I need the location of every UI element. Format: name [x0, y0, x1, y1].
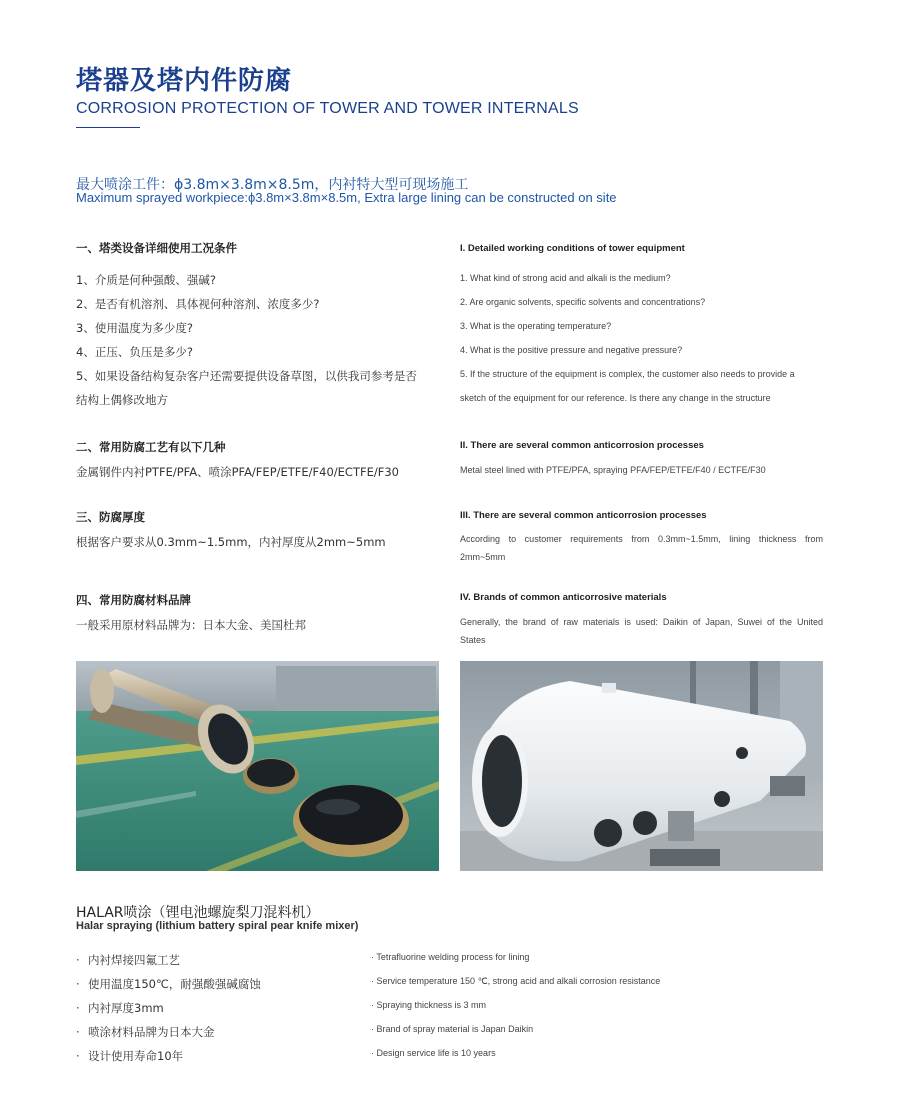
section1-item-cn: 2、是否有机溶剂、具体视何种溶剂、浓度多少? — [76, 297, 320, 311]
section1-item-cn: 3、使用温度为多少度? — [76, 321, 193, 335]
halar-heading-en: Halar spraying (lithium battery spiral pear knife mixer) — [76, 920, 359, 932]
bullet-dot: · — [76, 977, 80, 991]
halar-bullet-en — [371, 1000, 486, 1010]
bullet-dot: · — [76, 953, 80, 967]
section3-text-cn: 根据客户要求从0.3mm~1.5mm，内衬厚度从2mm~5mm — [76, 535, 386, 549]
section1-item-cn: 1、介质是何种强酸、强碱? — [76, 273, 216, 287]
bullet-dot: · — [371, 976, 374, 986]
halar-bullet-cn — [76, 1000, 164, 1016]
section3-heading-cn: 三、防腐厚度 — [76, 510, 145, 524]
section1-item-en: 2. Are organic solvents, specific solvents and concentrations? — [460, 297, 706, 307]
bullet-dot: · — [371, 1000, 374, 1010]
section4-heading-cn: 四、常用防腐材料品牌 — [76, 593, 191, 607]
halar-item-cn: 设计使用寿命10年 — [88, 1049, 184, 1063]
bullet-dot: · — [371, 952, 374, 962]
bullet-dot: · — [76, 1049, 80, 1063]
halar-item-cn: 内衬焊接四氟工艺 — [88, 953, 180, 967]
section1-item-cn: 5、如果设备结构复杂客户还需要提供设备草图，以供我司参考是否 — [76, 369, 417, 383]
lined-pipe-photo — [76, 661, 439, 871]
halar-bullet-en — [371, 1048, 496, 1058]
section1-item-cn: 4、正压、负压是多少? — [76, 345, 193, 359]
halar-bullet-en — [371, 1024, 533, 1034]
section1-item-en: 4. What is the positive pressure and negative pressure? — [460, 345, 683, 355]
section1-item-en: 5. If the structure of the equipment is complex, the customer also needs to provide a — [460, 369, 795, 379]
section1-heading-en: I. Detailed working conditions of tower equipment — [460, 243, 685, 254]
section4-text-en-line1: Generally, the brand of raw materials is used: Daikin of Japan, Suwei of the United — [460, 617, 823, 627]
bullet-dot: · — [76, 1025, 80, 1039]
section2-heading-en: II. There are several common anticorrosion processes — [460, 440, 704, 451]
title-divider — [76, 127, 140, 128]
max-workpiece-en: Maximum sprayed workpiece:ϕ3.8m×3.8m×8.5m, Extra large lining can be constructed on site — [76, 190, 617, 205]
bullet-dot: · — [371, 1048, 374, 1058]
section4-text-en-line2: States — [460, 635, 486, 645]
white-tower-photo — [460, 661, 823, 871]
bullet-dot: · — [371, 1024, 374, 1034]
section3-text-en-line2: 2mm~5mm — [460, 552, 506, 562]
halar-bullet-cn — [76, 1048, 183, 1064]
section3-heading-en: III. There are several common anticorrosion processes — [460, 510, 707, 521]
page-title: 塔器及塔内件防腐 — [76, 66, 293, 96]
halar-item-en: Spraying thickness is 3 mm — [376, 1000, 487, 1010]
halar-item-cn: 内衬厚度3mm — [88, 1001, 164, 1015]
section1-item-en: 1. What kind of strong acid and alkali is the medium? — [460, 273, 671, 283]
section1-item-en: sketch of the equipment for our reference. Is there any change in the structure — [460, 393, 771, 403]
halar-heading-cn: HALAR喷涂（锂电池螺旋梨刀混料机） — [76, 905, 320, 921]
section2-text-cn: 金属钢件内衬PTFE/PFA、喷涂PFA/FEP/ETFE/F40/ECTFE/F30 — [76, 465, 399, 479]
max-workpiece-cn: 最大喷涂工件：ϕ3.8m×3.8m×8.5m，内衬特大型可现场施工 — [76, 177, 469, 193]
halar-item-en: Design service life is 10 years — [376, 1048, 496, 1058]
halar-bullet-cn — [76, 976, 261, 992]
section3-text-en-line1: According to customer requirements from 0.3mm~1.5mm, lining thickness from — [460, 534, 823, 544]
halar-bullet-en — [371, 976, 660, 987]
halar-bullet-cn — [76, 1024, 215, 1040]
section4-text-cn: 一般采用原材料品牌为：日本大金、美国杜邦 — [76, 618, 306, 632]
section2-text-en: Metal steel lined with PTFE/PFA, spraying PFA/FEP/ETFE/F40 / ECTFE/F30 — [460, 465, 766, 475]
halar-item-en: Service temperature 150 ℃, strong acid and alkali corrosion resistance — [376, 976, 661, 986]
halar-bullet-cn — [76, 952, 180, 968]
section2-heading-cn: 二、常用防腐工艺有以下几种 — [76, 440, 226, 454]
halar-item-en: Tetrafluorine welding process for lining — [376, 952, 530, 962]
halar-item-en: Brand of spray material is Japan Daikin — [376, 1024, 534, 1034]
section4-heading-en: IV. Brands of common anticorrosive materials — [460, 592, 667, 603]
halar-item-cn: 使用温度150℃，耐强酸强碱腐蚀 — [88, 977, 261, 991]
page-subtitle: CORROSION PROTECTION OF TOWER AND TOWER INTERNALS — [76, 100, 579, 117]
section1-item-cn: 结构上偶修改地方 — [76, 393, 168, 407]
halar-item-cn: 喷涂材料品牌为日本大金 — [88, 1025, 215, 1039]
section1-heading-cn: 一、塔类设备详细使用工况条件 — [76, 241, 237, 255]
section1-item-en: 3. What is the operating temperature? — [460, 321, 612, 331]
halar-bullet-en — [371, 952, 529, 962]
bullet-dot: · — [76, 1001, 80, 1015]
